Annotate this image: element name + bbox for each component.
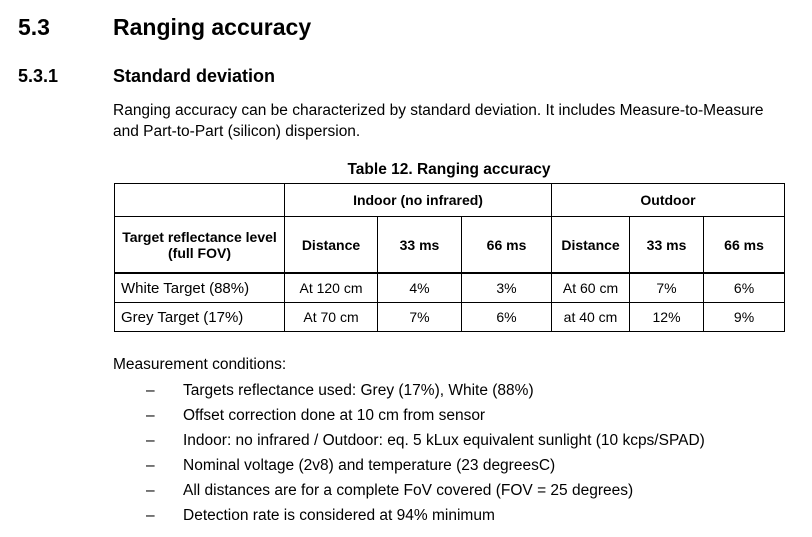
table-cell: 4% — [378, 273, 462, 303]
column-header-outdoor-33ms: 33 ms — [630, 217, 704, 274]
table-cell: At 70 cm — [285, 303, 378, 332]
section-number: 5.3 — [18, 14, 50, 40]
table-cell: 6% — [704, 273, 785, 303]
dash-bullet: – — [146, 407, 155, 424]
table-cell: Grey Target (17%) — [115, 303, 285, 332]
subsection-title: Standard deviation — [113, 66, 276, 86]
table-cell: 6% — [462, 303, 552, 332]
table-cell: 7% — [378, 303, 462, 332]
list-item-text: All distances are for a complete FoV covered (FOV = 25 degrees) — [183, 482, 634, 499]
dash-bullet: – — [146, 432, 155, 449]
list-item-text: Offset correction done at 10 cm from sensor — [183, 407, 486, 424]
table-cell: 12% — [630, 303, 704, 332]
table-cell: At 120 cm — [285, 273, 378, 303]
column-header-outdoor-66ms: 66 ms — [704, 217, 785, 274]
table-cell: 3% — [462, 273, 552, 303]
intro-paragraph: Ranging accuracy can be characterized by standard deviation. It includes Measure-to-Measure and Part-to-Part (silicon) dispersion. — [113, 102, 764, 140]
indoor-group-header: Indoor (no infrared) — [285, 184, 552, 217]
table-column-header-row — [115, 217, 785, 274]
section-title: Ranging accuracy — [113, 14, 312, 40]
table-cell: White Target (88%) — [115, 273, 285, 303]
table-caption: Table 12. Ranging accuracy — [347, 161, 551, 178]
column-header-indoor-66ms: 66 ms — [462, 217, 552, 274]
column-header-outdoor-distance: Distance — [552, 217, 630, 274]
table-cell: 7% — [630, 273, 704, 303]
list-item-text: Nominal voltage (2v8) and temperature (23 degreesC) — [183, 457, 556, 474]
table-cell: At 60 cm — [552, 273, 630, 303]
dash-bullet: – — [146, 457, 155, 474]
outdoor-group-header: Outdoor — [552, 184, 785, 217]
table-row — [115, 303, 785, 332]
dash-bullet: – — [146, 382, 155, 399]
dash-bullet: – — [146, 507, 155, 524]
table-corner-cell — [115, 184, 285, 217]
list-item-text: Detection rate is considered at 94% minimum — [183, 507, 495, 524]
column-header-target: Target reflectance level (full FOV) — [115, 217, 285, 274]
list-item-text: Targets reflectance used: Grey (17%), White (88%) — [183, 382, 534, 399]
list-item-text: Indoor: no infrared / Outdoor: eq. 5 kLux equivalent sunlight (10 kcps/SPAD) — [183, 432, 705, 449]
table-cell: 9% — [704, 303, 785, 332]
ranging-accuracy-table — [114, 183, 785, 332]
table-row — [115, 273, 785, 303]
table-group-header-row — [115, 184, 785, 217]
dash-bullet: – — [146, 482, 155, 499]
measurement-conditions-heading: Measurement conditions: — [113, 356, 287, 373]
column-header-indoor-distance: Distance — [285, 217, 378, 274]
table-cell: at 40 cm — [552, 303, 630, 332]
column-header-indoor-33ms: 33 ms — [378, 217, 462, 274]
subsection-number: 5.3.1 — [18, 66, 59, 86]
